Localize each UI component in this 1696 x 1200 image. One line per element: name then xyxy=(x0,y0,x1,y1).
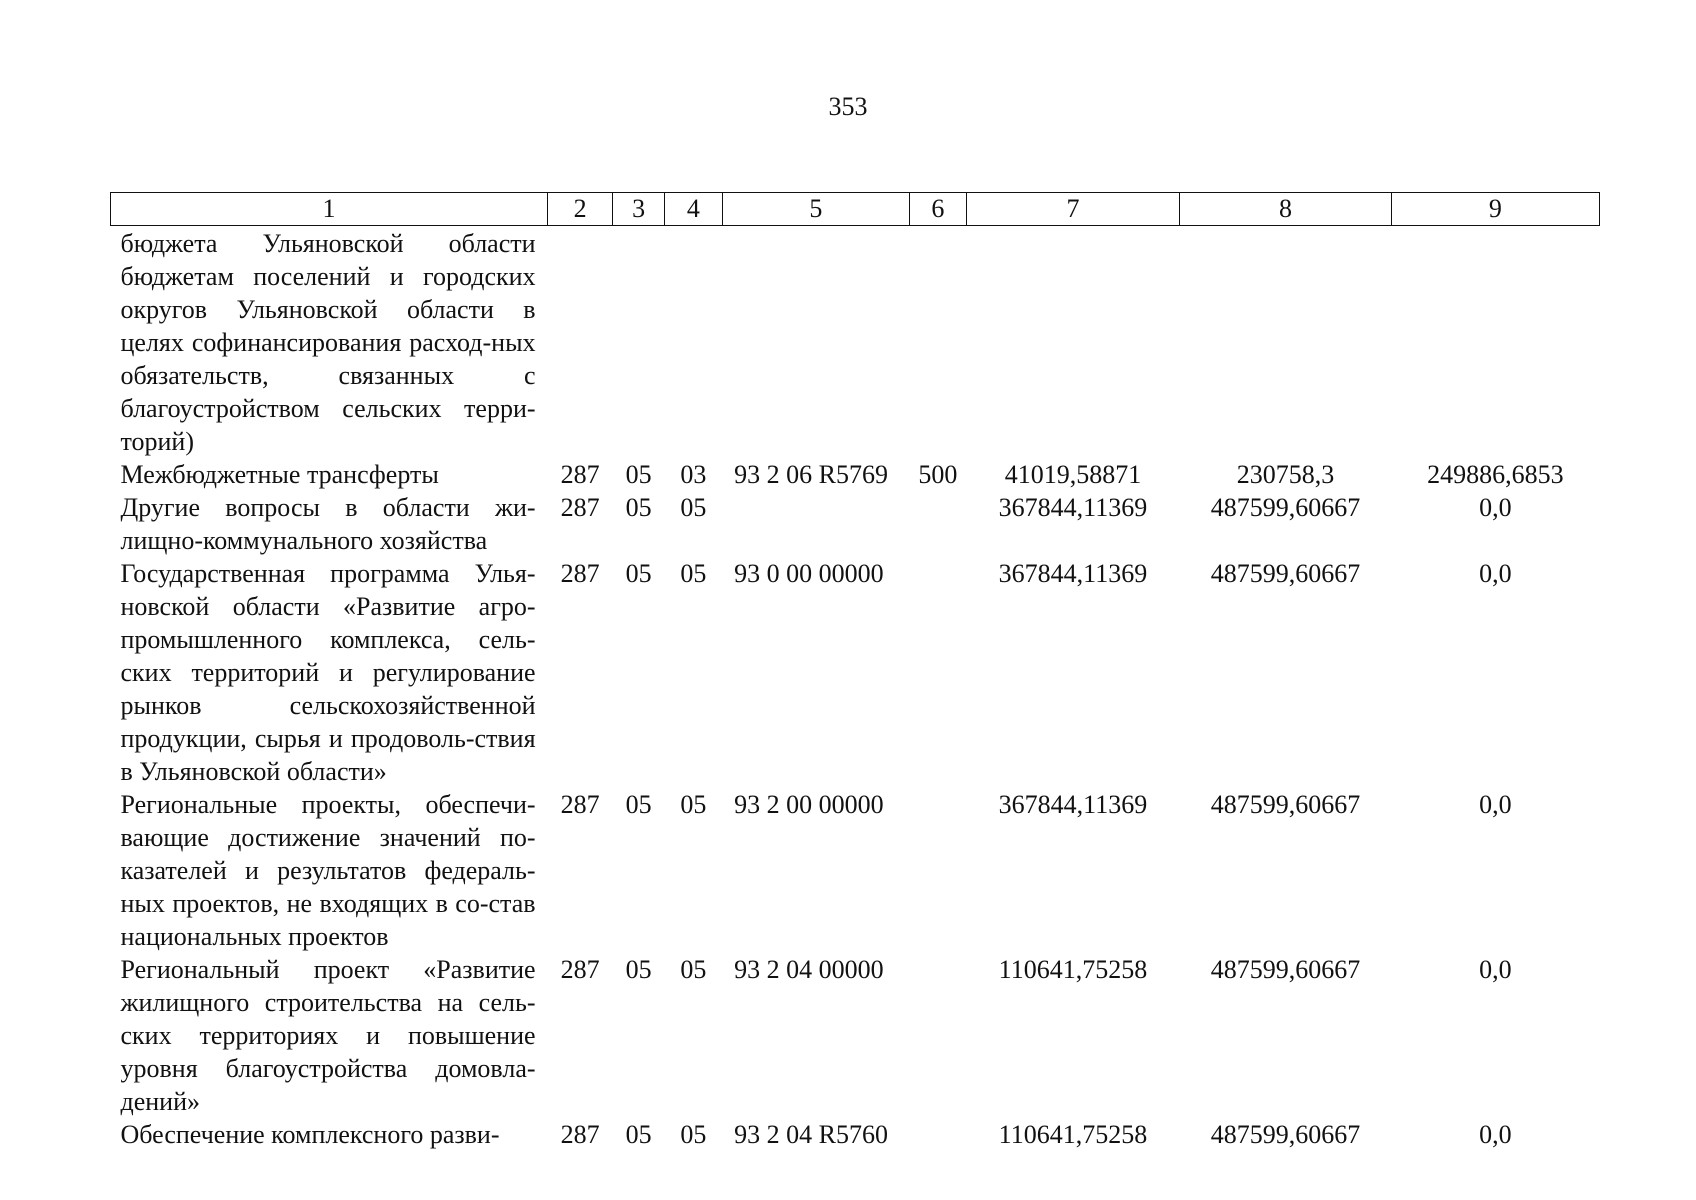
cell-col5 xyxy=(722,226,910,459)
cell-col4 xyxy=(665,226,722,459)
table-row xyxy=(111,226,1600,459)
cell-col9: 0,0 xyxy=(1479,790,1512,819)
cell-col8: 487599,60667 xyxy=(1210,790,1361,819)
cell-col8: 487599,60667 xyxy=(1210,559,1361,588)
cell-col5: 93 2 06 R5769 xyxy=(734,460,888,489)
header-row xyxy=(111,193,1600,226)
budget-table xyxy=(110,192,1600,1151)
row-description: Межбюджетные трансферты xyxy=(120,460,439,489)
row-description: Государственная программа Улья-новской области «Развитие агро-промышленного комплекса, сель-ских территорий и регулирование рынков сельскохозяйственной продукции, сырья и продоволь-ствия в Ульяновской области» xyxy=(120,559,536,786)
column-header: 8 xyxy=(1180,193,1391,226)
column-header: 1 xyxy=(111,193,548,226)
row-description: Обеспечение комплексного разви- xyxy=(120,1120,500,1149)
cell-col3: 05 xyxy=(625,460,652,489)
cell-col6 xyxy=(910,1118,966,1151)
cell-col9: 0,0 xyxy=(1479,559,1512,588)
cell-col9: 0,0 xyxy=(1479,1120,1512,1149)
cell-col6 xyxy=(910,953,966,1118)
table-row xyxy=(111,557,1600,788)
cell-col7: 367844,11369 xyxy=(998,493,1148,522)
cell-col6 xyxy=(910,557,966,788)
cell-col5: 93 2 04 R5760 xyxy=(734,1120,888,1149)
column-header: 9 xyxy=(1391,193,1599,226)
cell-col2: 287 xyxy=(560,1120,600,1149)
table-row xyxy=(111,491,1600,557)
page-number: 353 xyxy=(828,92,868,121)
table-row xyxy=(111,788,1600,953)
cell-col8: 487599,60667 xyxy=(1210,1120,1361,1149)
row-description: Региональные проекты, обеспечи-вающие достижение значений по-казателей и результатов федераль-ных проектов, не входящих в со-став национальных проектов xyxy=(120,790,536,951)
table-body xyxy=(111,226,1600,1152)
row-description: бюджета Ульяновской области бюджетам поселений и городских округов Ульяновской области в целях софинансирования расход-ных обязательств, связанных с благоустройством сельских терри-торий) xyxy=(120,229,536,456)
row-description: Региональный проект «Развитие жилищного строительства на сель-ских территориях и повышение уровня благоустройства домовла-дений» xyxy=(120,955,536,1116)
cell-col2 xyxy=(548,226,613,459)
column-header: 7 xyxy=(966,193,1180,226)
cell-col3: 05 xyxy=(625,493,652,522)
cell-col7: 110641,75258 xyxy=(998,1120,1148,1149)
cell-col8: 487599,60667 xyxy=(1210,955,1361,984)
column-header: 4 xyxy=(665,193,722,226)
cell-col7: 367844,11369 xyxy=(998,559,1148,588)
cell-col2: 287 xyxy=(560,559,600,588)
cell-col5: 93 2 04 00000 xyxy=(734,955,884,984)
table-row xyxy=(111,458,1600,491)
cell-col2: 287 xyxy=(560,955,600,984)
column-header: 3 xyxy=(613,193,665,226)
cell-col5: 93 2 00 00000 xyxy=(734,790,884,819)
cell-col6: 500 xyxy=(918,460,958,489)
cell-col4: 03 xyxy=(680,460,707,489)
cell-col5 xyxy=(722,491,910,557)
cell-col3: 05 xyxy=(625,559,652,588)
cell-col5: 93 0 00 00000 xyxy=(734,559,884,588)
cell-col4: 05 xyxy=(680,1120,707,1149)
cell-col6 xyxy=(910,491,966,557)
cell-col3: 05 xyxy=(625,955,652,984)
cell-col9 xyxy=(1391,226,1599,459)
row-description: Другие вопросы в области жи-лищно-коммунального хозяйства xyxy=(120,493,536,555)
cell-col7: 41019,58871 xyxy=(1004,460,1142,489)
cell-col8 xyxy=(1180,226,1391,459)
cell-col2: 287 xyxy=(560,460,600,489)
column-header: 6 xyxy=(910,193,966,226)
cell-col7: 110641,75258 xyxy=(998,955,1148,984)
cell-col3 xyxy=(613,226,665,459)
cell-col4: 05 xyxy=(680,790,707,819)
table-row xyxy=(111,953,1600,1118)
table-header xyxy=(111,193,1600,226)
cell-col2: 287 xyxy=(560,493,600,522)
column-header: 2 xyxy=(548,193,613,226)
cell-col6 xyxy=(910,788,966,953)
cell-col7 xyxy=(966,226,1180,459)
cell-col4: 05 xyxy=(680,955,707,984)
column-header: 5 xyxy=(722,193,910,226)
table-row xyxy=(111,1118,1600,1151)
cell-col4: 05 xyxy=(680,493,707,522)
cell-col3: 05 xyxy=(625,790,652,819)
cell-col2: 287 xyxy=(560,790,600,819)
cell-col7: 367844,11369 xyxy=(998,790,1148,819)
cell-col9: 0,0 xyxy=(1479,493,1512,522)
cell-col9: 0,0 xyxy=(1479,955,1512,984)
cell-col9: 249886,6853 xyxy=(1427,460,1564,489)
cell-col4: 05 xyxy=(680,559,707,588)
cell-col6 xyxy=(910,226,966,459)
cell-col8: 230758,3 xyxy=(1236,460,1335,489)
cell-col3: 05 xyxy=(625,1120,652,1149)
cell-col8: 487599,60667 xyxy=(1210,493,1361,522)
